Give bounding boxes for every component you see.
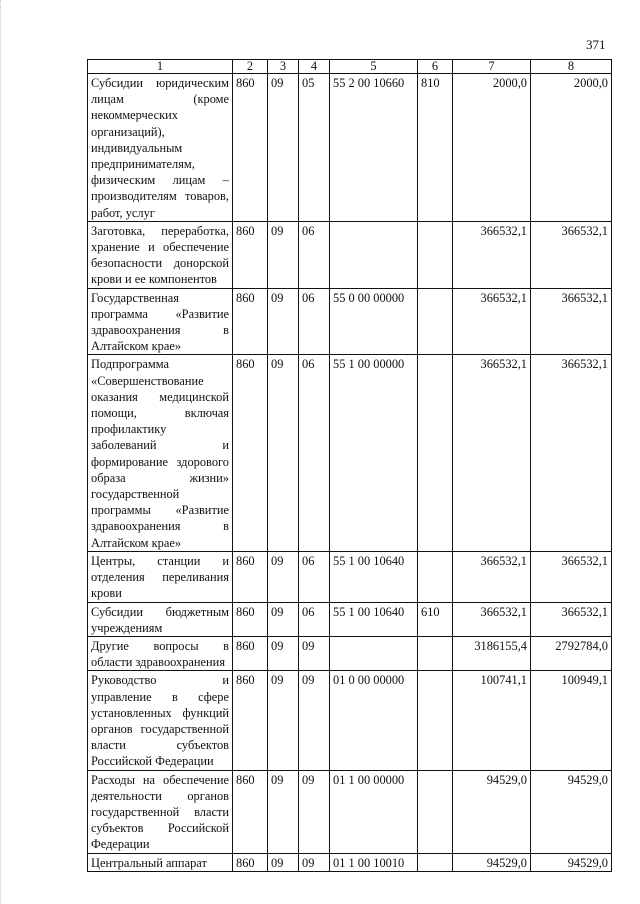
scan-edge <box>0 0 7 904</box>
amount-year1-cell: 366532,1 <box>453 288 531 355</box>
row-description: Субсидии бюджетным учреждениям <box>88 602 233 636</box>
column-header: 6 <box>418 60 453 74</box>
subsection-code-cell: 05 <box>299 74 330 222</box>
row-description: Подпрограмма «Совершенствование оказания медицинской помощи, включая профилактику заболеваний и формирование здорового образа жизни» государственной программы «Развитие здравоохранения в Алтайском крае» <box>88 355 233 551</box>
subsection-code-cell: 09 <box>299 853 330 871</box>
subsection-code-cell: 09 <box>299 636 330 670</box>
target-article-cell: 55 1 00 10640 <box>330 602 418 636</box>
expense-type-cell <box>418 636 453 670</box>
amount-year1-cell: 2000,0 <box>453 74 531 222</box>
ministry-code-cell: 860 <box>233 853 268 871</box>
section-code-cell: 09 <box>268 770 299 853</box>
table-row <box>88 288 612 355</box>
amount-year2-cell: 366532,1 <box>531 288 612 355</box>
row-description: Государственная программа «Развитие здравоохранения в Алтайском крае» <box>88 288 233 355</box>
subsection-code-cell: 06 <box>299 602 330 636</box>
table-row <box>88 602 612 636</box>
subsection-code-cell: 06 <box>299 288 330 355</box>
amount-year2-cell: 366532,1 <box>531 221 612 288</box>
expense-type-cell: 810 <box>418 74 453 222</box>
ministry-code-cell: 860 <box>233 551 268 602</box>
amount-year1-cell: 366532,1 <box>453 551 531 602</box>
section-code-cell: 09 <box>268 853 299 871</box>
amount-year1-cell: 94529,0 <box>453 770 531 853</box>
amount-year2-cell: 94529,0 <box>531 853 612 871</box>
amount-year1-cell: 3186155,4 <box>453 636 531 670</box>
amount-year2-cell: 366532,1 <box>531 602 612 636</box>
target-article-cell <box>330 221 418 288</box>
row-description: Субсидии юридическим лицам (кроме некоммерческих организаций), индивидуальным предпринимателям, физическим лицам – производителям товаров, работ, услуг <box>88 74 233 222</box>
section-code-cell: 09 <box>268 355 299 551</box>
expense-type-cell <box>418 288 453 355</box>
table-row <box>88 770 612 853</box>
table-row <box>88 221 612 288</box>
ministry-code-cell: 860 <box>233 671 268 770</box>
column-header: 8 <box>531 60 612 74</box>
target-article-cell: 01 0 00 00000 <box>330 671 418 770</box>
column-header: 4 <box>299 60 330 74</box>
row-description: Руководство и управление в сфере установленных функций органов государственной власти субъектов Российской Федерации <box>88 671 233 770</box>
ministry-code-cell: 860 <box>233 74 268 222</box>
amount-year2-cell: 366532,1 <box>531 551 612 602</box>
subsection-code-cell: 09 <box>299 770 330 853</box>
section-code-cell: 09 <box>268 221 299 288</box>
ministry-code-cell: 860 <box>233 355 268 551</box>
section-code-cell: 09 <box>268 74 299 222</box>
amount-year1-cell: 366532,1 <box>453 221 531 288</box>
subsection-code-cell: 09 <box>299 671 330 770</box>
expense-type-cell <box>418 355 453 551</box>
ministry-code-cell: 860 <box>233 602 268 636</box>
expense-type-cell <box>418 671 453 770</box>
amount-year2-cell: 2000,0 <box>531 74 612 222</box>
subsection-code-cell: 06 <box>299 221 330 288</box>
expense-type-cell <box>418 853 453 871</box>
budget-table <box>87 59 612 872</box>
ministry-code-cell: 860 <box>233 288 268 355</box>
subsection-code-cell: 06 <box>299 551 330 602</box>
amount-year1-cell: 100741,1 <box>453 671 531 770</box>
amount-year1-cell: 94529,0 <box>453 853 531 871</box>
amount-year2-cell: 2792784,0 <box>531 636 612 670</box>
row-description: Центральный аппарат <box>88 853 233 871</box>
row-description: Расходы на обеспечение деятельности органов государственной власти субъектов Российской Федерации <box>88 770 233 853</box>
ministry-code-cell: 860 <box>233 770 268 853</box>
target-article-cell: 55 1 00 10640 <box>330 551 418 602</box>
column-header: 1 <box>88 60 233 74</box>
expense-type-cell <box>418 770 453 853</box>
column-header: 3 <box>268 60 299 74</box>
table-row <box>88 636 612 670</box>
amount-year2-cell: 100949,1 <box>531 671 612 770</box>
amount-year2-cell: 366532,1 <box>531 355 612 551</box>
section-code-cell: 09 <box>268 551 299 602</box>
column-header: 5 <box>330 60 418 74</box>
expense-type-cell: 610 <box>418 602 453 636</box>
table-row <box>88 74 612 222</box>
amount-year1-cell: 366532,1 <box>453 602 531 636</box>
table-row <box>88 671 612 770</box>
ministry-code-cell: 860 <box>233 221 268 288</box>
expense-type-cell <box>418 551 453 602</box>
table-row <box>88 355 612 551</box>
table-row <box>88 853 612 871</box>
target-article-cell: 55 1 00 00000 <box>330 355 418 551</box>
subsection-code-cell: 06 <box>299 355 330 551</box>
target-article-cell: 01 1 00 00000 <box>330 770 418 853</box>
expense-type-cell <box>418 221 453 288</box>
amount-year2-cell: 94529,0 <box>531 770 612 853</box>
target-article-cell <box>330 636 418 670</box>
target-article-cell: 55 0 00 00000 <box>330 288 418 355</box>
target-article-cell: 01 1 00 10010 <box>330 853 418 871</box>
column-header: 2 <box>233 60 268 74</box>
row-description: Центры, станции и отделения переливания крови <box>88 551 233 602</box>
table-row <box>88 551 612 602</box>
row-description: Другие вопросы в области здравоохранения <box>88 636 233 670</box>
section-code-cell: 09 <box>268 636 299 670</box>
table-header-row <box>88 60 612 74</box>
row-description: Заготовка, переработка, хранение и обеспечение безопасности донорской крови и ее компонентов <box>88 221 233 288</box>
column-header: 7 <box>453 60 531 74</box>
amount-year1-cell: 366532,1 <box>453 355 531 551</box>
page-number: 371 <box>586 37 606 52</box>
section-code-cell: 09 <box>268 671 299 770</box>
section-code-cell: 09 <box>268 288 299 355</box>
ministry-code-cell: 860 <box>233 636 268 670</box>
section-code-cell: 09 <box>268 602 299 636</box>
target-article-cell: 55 2 00 10660 <box>330 74 418 222</box>
